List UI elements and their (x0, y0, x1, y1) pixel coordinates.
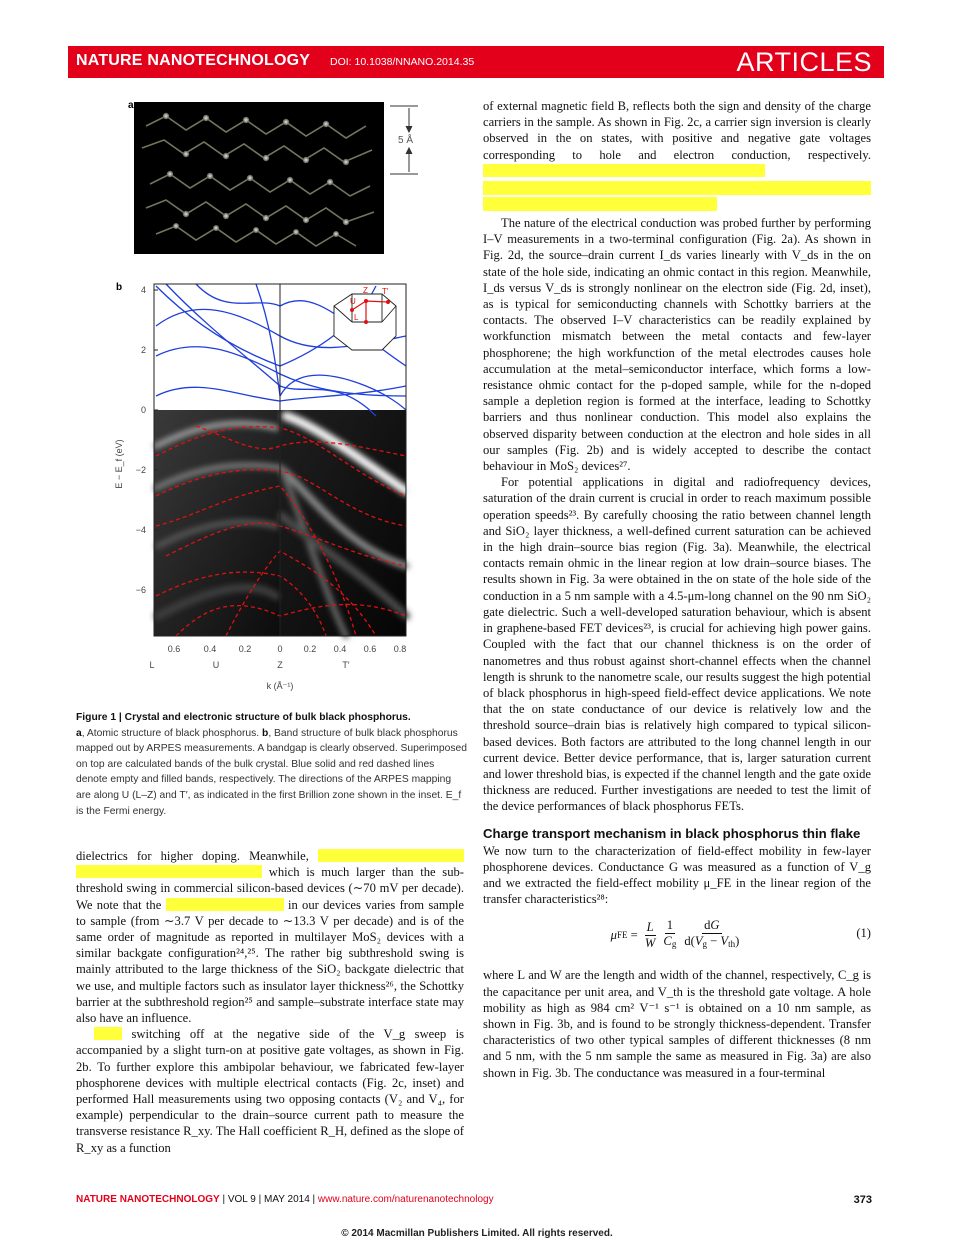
right-column-text (483, 98, 871, 1081)
header-banner (68, 46, 884, 78)
page-number: 373 (853, 1194, 872, 1206)
xtick-0: 0.6 (167, 644, 181, 654)
right-paragraph-1: of external magnetic field B, reflects both the sign and density of the charge carriers in the sample. As shown in Fig. 2c, a carrier sign inversion is clearly observed in the on states, with positive and negative gate voltages corresponding to hole and electron conduction, respectively. (483, 98, 871, 179)
figure-1 (76, 96, 468, 700)
right-paragraph-4: We now turn to the characterization of field-effect mobility in few-layer phosphorene devices. Conductance G was measured as a function of V_g and we extracted the field-effect mobility μ_FE in the linear region of the transfer characteristics²⁸: (483, 843, 871, 907)
section-label: ARTICLES (736, 47, 872, 77)
caption-a: a (76, 727, 82, 739)
caption-text-a: , Atomic structure of black phosphorus. (81, 727, 263, 739)
caption-b: b (262, 727, 269, 739)
xtick-6: 0.6 (363, 644, 377, 654)
panel-b-label: b (116, 282, 123, 293)
kpoint-u: U (212, 660, 220, 670)
footer-url[interactable]: www.nature.com/naturenanotechnology (317, 1194, 494, 1205)
journal-name: NATURE NANOTECHNOLOGY (76, 52, 311, 69)
inset-label-t: T′ (382, 287, 389, 296)
copyright-notice: © 2014 Macmillan Publishers Limited. All rights reserved. (341, 1228, 613, 1239)
panel-a-label: a (128, 100, 134, 111)
left-column-text (76, 848, 464, 1156)
ytick-4: 4 (140, 285, 146, 295)
section-heading: Charge transport mechanism in black phosphorus thin flake (483, 825, 861, 841)
equation-1: μ FE = $\frac{L}{W}$ $\frac{1}{C_g}$ $\frac{dG}{d(V_g - V_{th})}$ (1) (610, 918, 871, 950)
scale-label: 5 Å (398, 135, 414, 146)
x-axis (149, 644, 406, 691)
figure-caption (76, 710, 468, 819)
kpoint-t: T′ (342, 660, 350, 670)
left-paragraph-1: dielectrics for higher doping. Meanwhile, which is much larger than the sub-threshold swing in commercial silicon-based devices (∼70 mV per decade). We note that the in our devices varies from sample to sample (from ∼3.7 V per decade to ∼13.3 V per decade) and is of the same order of magnitude as reported in multilayer MoS₂ devices with a similar backgate configuration²⁴,²⁵. The rather big subthreshold swing is mainly attributed to the large thickness of the SiO₂ backgate dielectric that we use, and multiple factors such as insulator layer thickness²⁶, the Schottky barrier at the subthreshold region²⁵ and sample–substrate interface state may also have an influence. (76, 849, 465, 1026)
xtick-2: 0.2 (238, 644, 252, 654)
equation-number: (1) (856, 926, 871, 941)
inset-label-z: Z (363, 286, 368, 295)
xtick-7: 0.8 (393, 644, 407, 654)
inset-label-u: U (350, 297, 356, 306)
xtick-3: 0 (277, 644, 283, 654)
right-paragraph-3: For potential applications in digital and radiofrequency devices, saturation of the drain current is crucial in order to reach maximum possible operation speeds²³. By carefully choosing the ratio between channel length and SiO₂ layer thickness, a well-defined current saturation can be achieved in the high drain–source bias region (Fig. 3a). Meanwhile, the electrical contacts remain ohmic in the linear region at low drain–source biases. The results shown in Fig. 3a were obtained in the on state of the hole side of the conduction in a 5 nm sample with a 4.5-μm-long channel on the 90 nm SiO₂ gate dielectric. Such a well-developed saturation behaviour, which is absent in graphene-based FET devices²³, is crucial for achieving high power gains. Coupled with the fact that our channel thickness is on the order of nanometres and thus robust against short-channel effects when the channel length is shrunk to the nanometre scale, our results suggest the high potential of black phosphorus in high-speed field-effect device applications. We note that the on state conductance of our device is relatively low and the threshold source–drain bias is relatively high compared to typical silicon-based devices. Both factors are attributed to the long channel length in our current device. Better device performance, that is, larger saturation current and lower threshold bias, is expected if the channel length and the gate oxide thickness are reduced. Further investigations are needed to test the limit of the device performances of black phosphorus FETs. (483, 475, 871, 814)
xtick-4: 0.2 (303, 644, 317, 654)
ytick-m2: −2 (135, 465, 146, 475)
inset-label-l: L (354, 313, 359, 322)
right-paragraph-5: where L and W are the length and width of the channel, respectively, C_g is the capacitance per unit area, and V_th is the threshold gate voltage. A hole mobility as high as 984 cm² V⁻¹ s⁻¹ is obtained on a 10 nm sample, as shown in Fig. 3b, and is found to be strongly thickness-dependent. Transfer characteristics of two other typical samples of different thicknesses (8 nm and 5 nm, with the 5 nm sample the same as measured in Fig. 3a) are also shown in Fig. 3b. The conductance was measured in a four-terminal (483, 968, 871, 1080)
kpoint-z: Z (277, 660, 283, 670)
xtick-5: 0.4 (333, 644, 347, 654)
caption-text-b: , Band structure of bulk black phosphorus mapped out by ARPES measurements. A bandgap is clearly observed. Superimposed on top are calculated bands of the bulk crystal. Blue solid and red dashed lines denote empty and filled bands, respectively. The directions of the ARPES mapping are along U (L–Z) and T′, as indicated in the first Brillion zone shown in the inset. E_f is the Fermi energy. (76, 727, 467, 817)
footer-issue: | VOL 9 | MAY 2014 | (219, 1194, 318, 1205)
ytick-m4: −4 (135, 525, 146, 535)
ytick-m6: −6 (135, 585, 146, 595)
right-paragraph-2: The nature of the electrical conduction was probed further by performing I–V measurements in a two-terminal configuration (Fig. 2a). As shown in Fig. 2d, the source–drain current I_ds varies linearly with V_ds in the on state of the hole side, indicating an ohmic contact in this region. Meanwhile, I_ds versus V_ds is strongly nonlinear on the electron side (Fig. 2d, inset), as is typical for semiconducting channels with Schottky barriers at the contacts. The observed I–V characteristics can be readily explained by workfunction mismatch between the metal contacts and few-layer phosphorene; the high workfunction of the metal electrodes causes hole accumulation at the metal–semiconductor interface, which forms a low-resistance ohmic contact for the p-doped sample, while for the n-doped sample a depletion region is formed at the interface, leading to Schottky barriers and thus nonlinear conduction. This model also explains the observed disparity between conduction at the electron and hole sides in all our samples (Fig. 2b) and is widely accepted to describe the contact behaviour in MoS₂ devices²⁷. (483, 216, 871, 474)
page-footer (76, 1194, 872, 1205)
footer-journal: NATURE NANOTECHNOLOGY (76, 1194, 220, 1205)
x-axis-label: k (Å⁻¹) (266, 681, 294, 691)
kpoint-l: L (149, 660, 155, 670)
ytick-2: 2 (140, 345, 146, 355)
caption-title: Figure 1 | Crystal and electronic structure of bulk black phosphorus. (76, 712, 411, 723)
doi-text[interactable]: DOI: 10.1038/NNANO.2014.35 (330, 56, 475, 68)
left-paragraph-2: switching off at the negative side of the V_g sweep is accompanied by a slight turn-on at positive gate voltages, as shown in Fig. 2b. To further explore this ambipolar behaviour, we fabricated few-layer phosphorene devices with multiple electrical contacts (Fig. 2c, inset) and performed Hall measurements using two opposing contacts (V₂ and V₄, for example) perpendicular to the drain–source current path to measure the transverse resistance R_xy. The Hall coefficient R_H, defined as the slope of R_xy as a function (76, 1027, 464, 1155)
y-axis-label: E − E_f (eV) (114, 439, 124, 489)
xtick-1: 0.4 (203, 644, 217, 654)
ytick-0: 0 (140, 405, 146, 415)
